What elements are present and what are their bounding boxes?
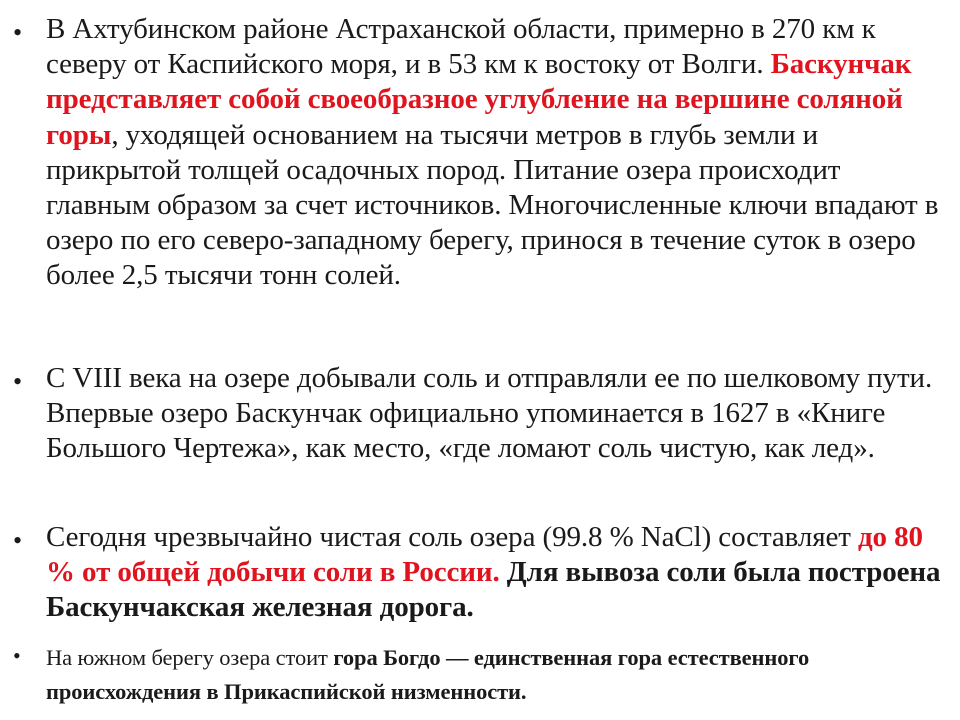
bullet-text <box>46 361 950 467</box>
bullet-text <box>46 12 950 294</box>
bullet-text <box>46 641 950 709</box>
text-segment: В Ахтубинском районе Астраханской области, примерно в 270 км к северу от Каспийского моря, и в 53 км к востоку от Волги. <box>46 13 876 81</box>
text-segment: Сегодня чрезвычайно чистая соль озера (99.8 % NaCl) составляет <box>46 521 858 553</box>
text-segment: С VIII века на озере добывали соль и отправляли ее по шелковому пути. Впервые озеро Баскунчак официально упоминается в 1627 в «Книге Большого Чертежа», как место, «где ломают соль чистую, как лед». <box>46 362 933 465</box>
text-segment <box>500 556 507 588</box>
highlighted-text: до 80 % от общей добычи соли в России. <box>46 521 923 589</box>
bold-text: Для вывоза соли была построена Баскунчакская железная дорога. <box>46 556 941 624</box>
bullet-marker: • <box>13 526 23 555</box>
bullet-marker: • <box>13 18 23 47</box>
bullet-marker: • <box>13 643 21 668</box>
text-segment: , уходящей основанием на тысячи метров в глубь земли и прикрытой толщей осадочных пород. Питание озера происходит главным образом за счет источников. Многочисленные ключи впадают в озеро по его северо-западному берегу, принося в течение суток в озеро более 2,5 тысячи тонн солей. <box>46 118 939 292</box>
bullet-text <box>46 520 950 626</box>
text-segment: На южном берегу озера стоит <box>46 645 334 670</box>
bold-text: гора Богдо — единственная гора естественного происхождения в Прикаспийской низменности. <box>46 645 810 704</box>
bullet-marker: • <box>13 367 23 396</box>
highlighted-text: Баскунчак представляет собой своеобразное углубление на вершине соляной горы <box>46 48 912 151</box>
